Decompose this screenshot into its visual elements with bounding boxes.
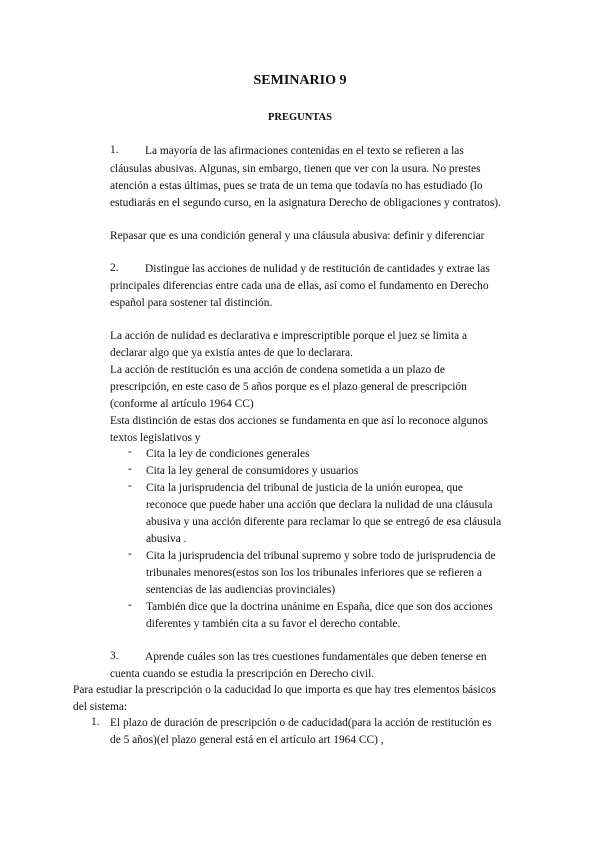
section-heading: PREGUNTAS <box>268 112 332 123</box>
question-2-line: español para sostener tal distinción. <box>110 297 273 309</box>
bullet-line: Cita la ley general de consumidores y usuarios <box>146 465 359 477</box>
answer-2-line: textos legislativos y <box>110 432 201 444</box>
question-2-number: 2. <box>110 262 119 274</box>
bullet-line: Cita la jurisprudencia del tribunal de justicia de la unión europea, que <box>146 482 463 494</box>
question-3-number: 3. <box>110 650 119 662</box>
answer-2-line: Esta distinción de estas dos acciones se fundamenta en que así lo reconoce algunos <box>110 415 488 427</box>
answer-2-line: declarar algo que ya existía antes de que lo declarara. <box>110 347 353 359</box>
question-1-number: 1. <box>110 144 119 156</box>
bullet-line: abusiva . <box>146 533 187 545</box>
question-1-line: estudiarás en el segundo curso, en la asignatura Derecho de obligaciones y contratos). <box>110 197 501 209</box>
bullet-line: abusiva y una acción diferente para reclamar lo que se entregó de esa cláusula <box>146 516 502 528</box>
bullet-line: Cita la jurisprudencia del tribunal supremo y sobre todo de jurisprudencia de <box>146 550 496 562</box>
question-1-line: atención a estas últimas, pues se trata de un tema que todavía no has estudiado (lo <box>110 180 483 192</box>
list-item-line: El plazo de duración de prescripción o de caducidad(para la acción de restitución es <box>110 717 492 729</box>
answer-2-line: prescripción, en este caso de 5 años porque es el plazo general de prescripción <box>110 381 467 393</box>
bullet-dash: - <box>128 463 132 475</box>
bullet-dash: - <box>128 548 132 560</box>
bullet-line: reconoce que puede haber una acción que declara la nulidad de una cláusula <box>146 499 493 511</box>
question-3-line: cuenta cuando se estudia la prescripción en Derecho civil. <box>110 668 375 680</box>
bullet-dash: - <box>128 446 132 458</box>
question-3-line: Aprende cuáles son las tres cuestiones fundamentales que deben tenerse en <box>145 651 487 663</box>
note-line: Repasar que es una condición general y una cláusula abusiva: definir y diferenciar <box>110 230 485 242</box>
question-2-line: Distingue las acciones de nulidad y de restitución de cantidades y extrae las <box>145 263 490 275</box>
answer-2-line: La acción de nulidad es declarativa e imprescriptible porque el juez se limita a <box>110 330 468 342</box>
bullet-dash: - <box>128 599 132 611</box>
answer-3-line: del sistema: <box>73 701 128 713</box>
question-1-line: cláusulas abusivas. Algunas, sin embargo, tienen que ver con la usura. No prestes <box>110 163 481 175</box>
bullet-line: sentencias de las audiencias provinciales) <box>146 584 336 596</box>
bullet-line: También dice que la doctrina unánime en España, dice que son dos acciones <box>146 601 493 613</box>
document-title: SEMINARIO 9 <box>253 73 347 88</box>
bullet-line: diferentes y también cita a su favor el derecho contable. <box>146 618 401 630</box>
answer-3-line: Para estudiar la prescripción o la caducidad lo que importa es que hay tres elementos básicos <box>73 684 496 696</box>
question-1-line: La mayoría de las afirmaciones contenidas en el texto se refieren a las <box>145 145 464 157</box>
question-2-line: principales diferencias entre cada una de ellas, así como el fundamento en Derecho <box>110 280 489 292</box>
bullet-dash: - <box>128 480 132 492</box>
list-item-number: 1. <box>91 716 100 728</box>
bullet-line: tribunales menores(estos son los los tribunales inferiores que se refieren a <box>146 567 482 579</box>
list-item-line: de 5 años)(el plazo general está en el artículo art 1964 CC) , <box>110 734 384 746</box>
bullet-line: Cita la ley de condiciones generales <box>146 448 310 460</box>
answer-2-line: (conforme al artículo 1964 CC) <box>110 398 254 410</box>
answer-2-line: La acción de restitución es una acción de condena sometida a un plazo de <box>110 364 445 376</box>
